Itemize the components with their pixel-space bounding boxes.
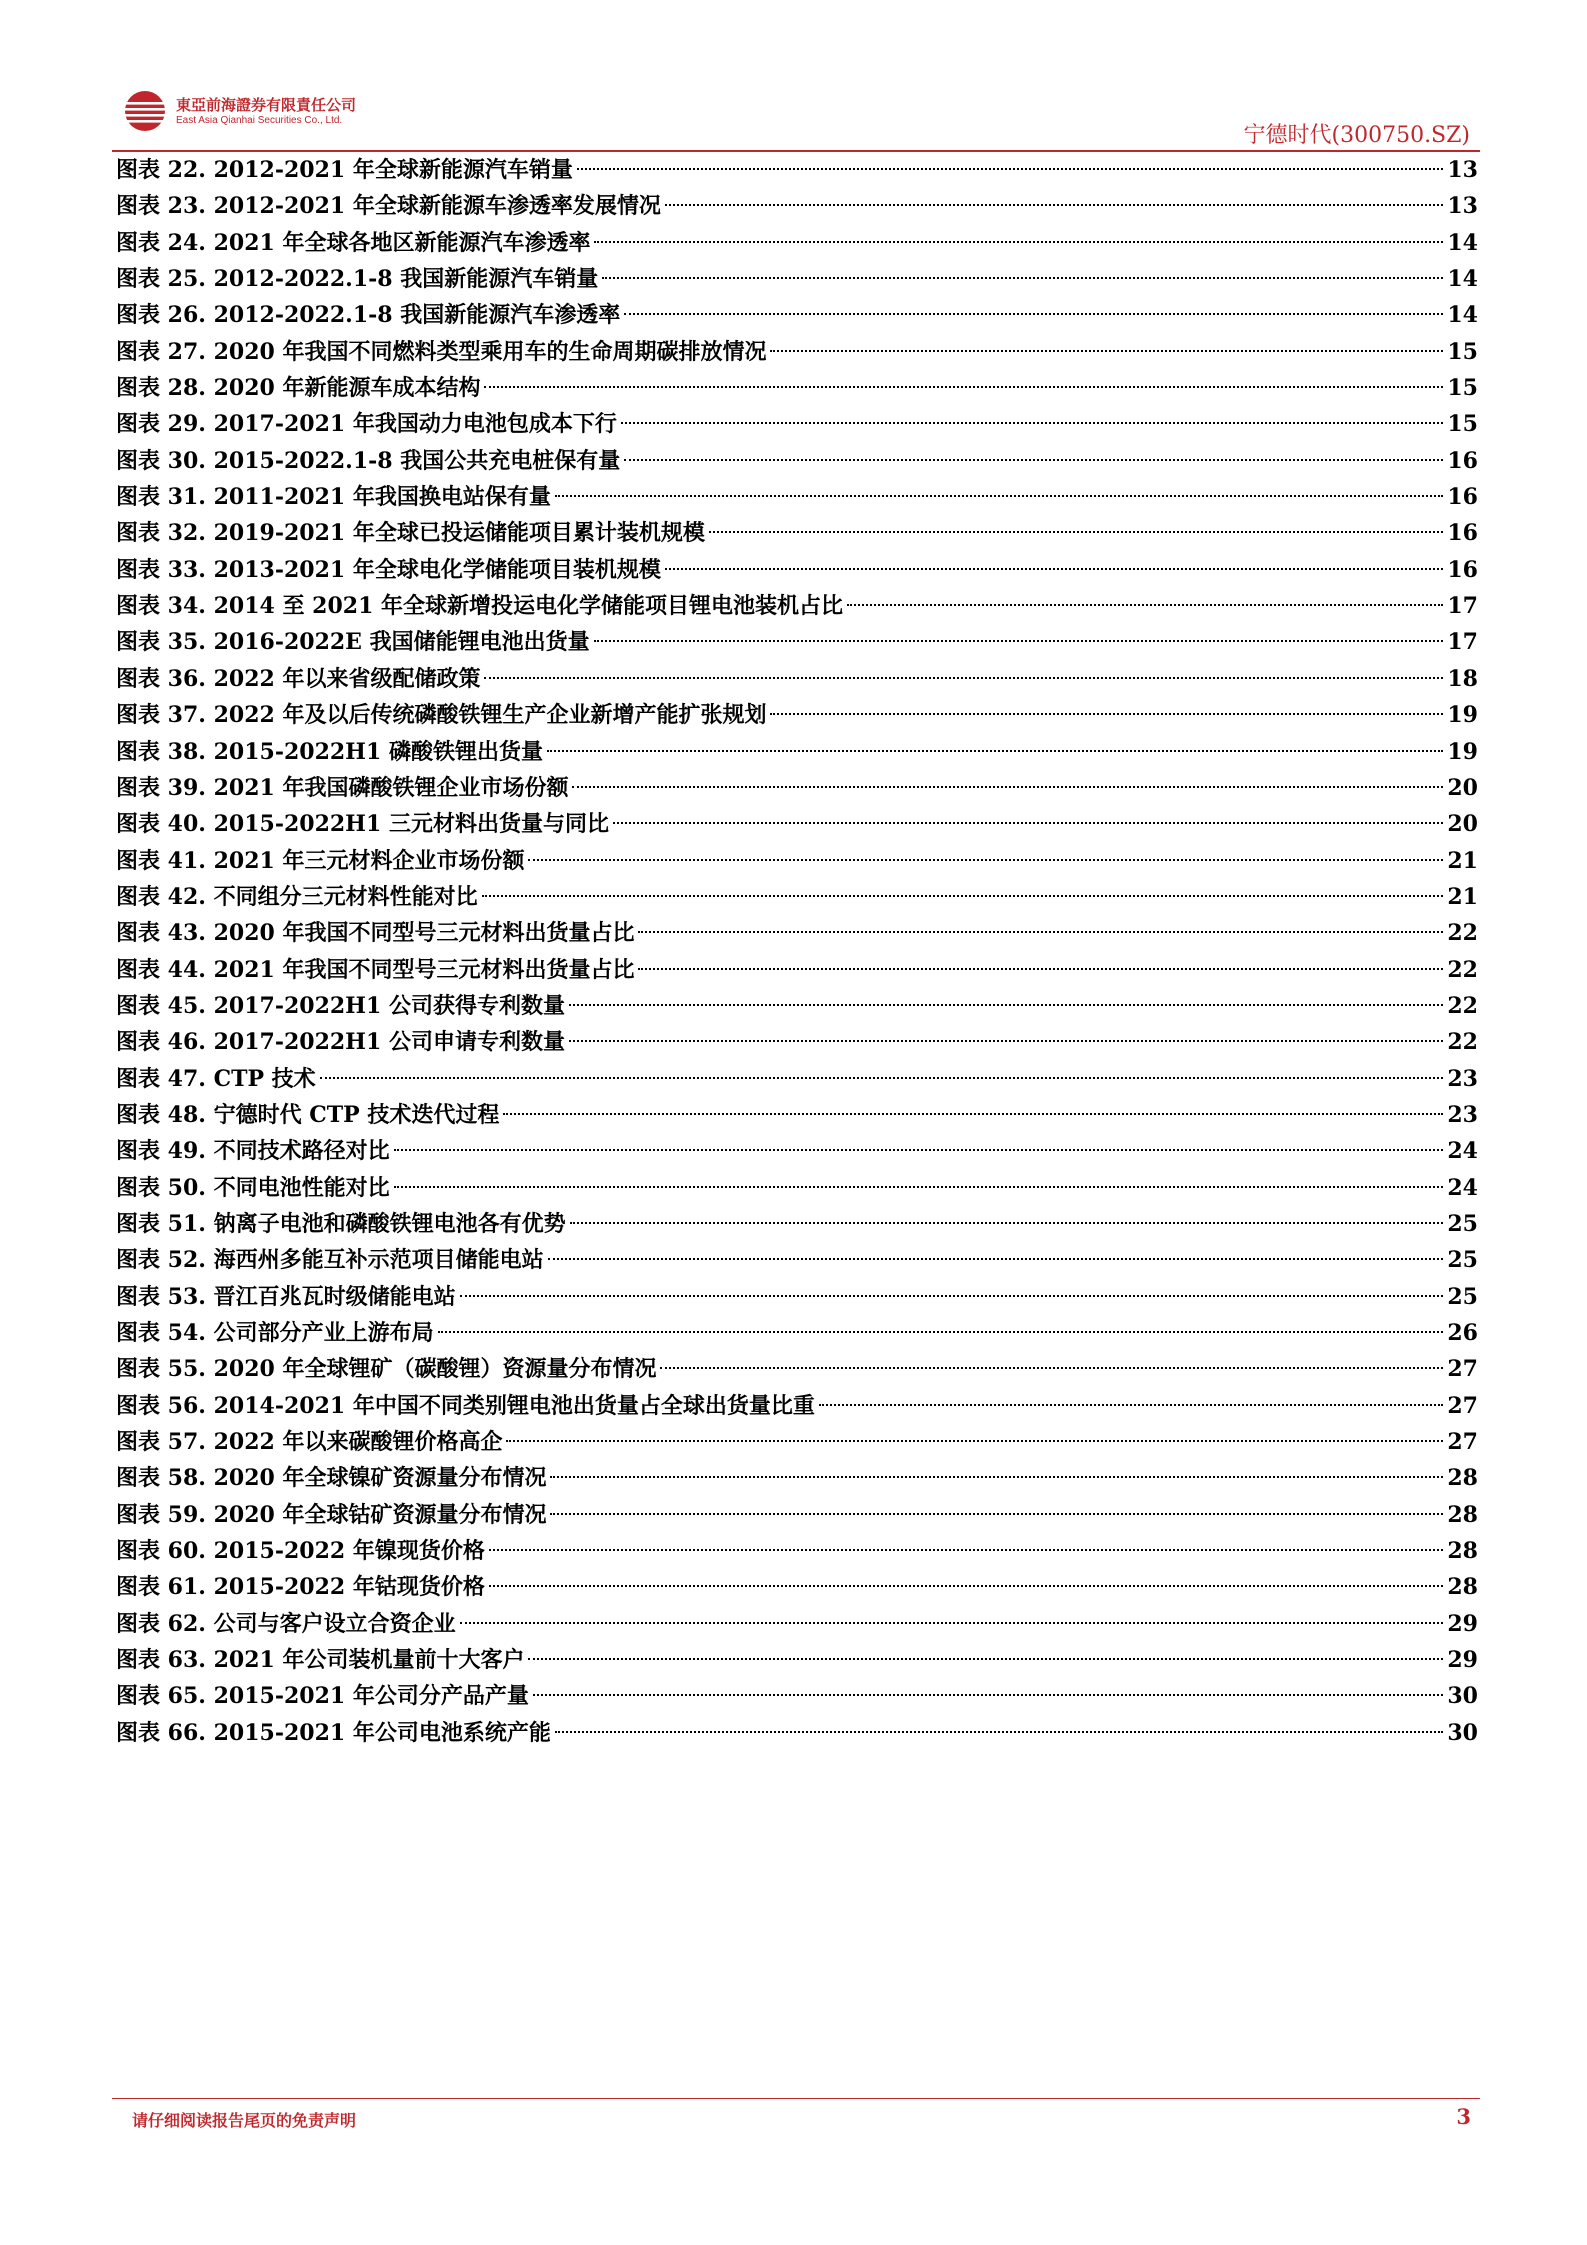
toc-entry[interactable]: [116, 479, 1478, 515]
toc-entry-page: 29: [1447, 1647, 1478, 1674]
toc-entry-title: 图表 56. 2014-2021 年中国不同类别锂电池出货量占全球出货量比重: [116, 1392, 815, 1419]
toc-dot-leader: [547, 750, 1443, 752]
toc-entry[interactable]: [116, 1351, 1478, 1387]
toc-entry-title: 图表 50. 不同电池性能对比: [116, 1174, 390, 1201]
toc-dot-leader: [569, 1004, 1443, 1006]
toc-entry-title: 图表 51. 钠离子电池和磷酸铁锂电池各有优势: [116, 1210, 566, 1237]
toc-dot-leader: [489, 1549, 1444, 1551]
toc-entry-title: 图表 48. 宁德时代 CTP 技术迭代过程: [116, 1101, 500, 1128]
toc-entry-title: 图表 52. 海西州多能互补示范项目储能电站: [116, 1247, 544, 1274]
toc-entry-page: 13: [1447, 157, 1478, 183]
toc-entry-title: 图表 44. 2021 年我国不同型号三元材料出货量占比: [116, 956, 635, 983]
toc-dot-leader: [394, 1186, 1444, 1188]
toc-entry-title: 图表 65. 2015-2021 年公司分产品产量: [116, 1683, 529, 1710]
toc-entry-title: 图表 43. 2020 年我国不同型号三元材料出货量占比: [116, 920, 635, 947]
toc-entry-page: 21: [1447, 883, 1478, 910]
toc-dot-leader: [484, 386, 1443, 388]
toc-dot-leader: [528, 1658, 1443, 1660]
toc-entry-title: 图表 63. 2021 年公司装机量前十大客户: [116, 1647, 525, 1674]
toc-dot-leader: [533, 1694, 1444, 1696]
toc-dot-leader: [665, 204, 1444, 206]
toc-dot-leader: [709, 531, 1444, 533]
toc-entry-title: 图表 38. 2015-2022H1 磷酸铁锂出货量: [116, 738, 543, 765]
toc-entry-title: 图表 39. 2021 年我国磷酸铁锂企业市场份额: [116, 774, 569, 801]
toc-entry-page: 17: [1447, 593, 1478, 620]
toc-dot-leader: [503, 1113, 1443, 1115]
toc-entry[interactable]: [116, 225, 1478, 261]
toc-entry[interactable]: [116, 1170, 1478, 1206]
toc-dot-leader: [770, 350, 1443, 352]
toc-dot-leader: [460, 1622, 1444, 1624]
toc-entry[interactable]: [116, 1315, 1478, 1351]
toc-entry-page: 22: [1447, 956, 1478, 983]
toc-entry[interactable]: [116, 1460, 1478, 1496]
toc-entry-page: 14: [1447, 302, 1478, 329]
toc-entry-title: 图表 23. 2012-2021 年全球新能源车渗透率发展情况: [116, 193, 661, 220]
toc-entry-title: 图表 34. 2014 至 2021 年全球新增投运电化学储能项目锂电池装机占比: [116, 593, 844, 620]
page-header: [112, 88, 1480, 152]
toc-entry-page: 21: [1447, 847, 1478, 874]
toc-entry-title: 图表 60. 2015-2022 年镍现货价格: [116, 1538, 485, 1565]
toc-entry[interactable]: [116, 515, 1478, 551]
toc-entry[interactable]: [116, 1388, 1478, 1424]
toc-dot-leader: [624, 459, 1443, 461]
toc-entry[interactable]: [116, 661, 1478, 697]
company-logo-icon: [122, 88, 168, 134]
toc-entry-page: 16: [1447, 556, 1478, 583]
toc-entry-title: 图表 47. CTP 技术: [116, 1065, 316, 1092]
figure-index-list: [116, 152, 1478, 1751]
toc-entry[interactable]: [116, 1642, 1478, 1678]
toc-entry[interactable]: [116, 770, 1478, 806]
page-number: 3: [1456, 2104, 1471, 2129]
toc-entry-title: 图表 40. 2015-2022H1 三元材料出货量与同比: [116, 811, 609, 838]
toc-entry[interactable]: [116, 152, 1478, 188]
toc-entry[interactable]: [116, 1569, 1478, 1605]
toc-entry[interactable]: [116, 297, 1478, 333]
toc-entry-title: 图表 59. 2020 年全球钴矿资源量分布情况: [116, 1501, 547, 1528]
company-name-cn: 東亞前海證券有限責任公司: [176, 96, 357, 114]
toc-entry-page: 17: [1447, 629, 1478, 656]
toc-dot-leader: [394, 1149, 1444, 1151]
toc-entry-page: 28: [1447, 1465, 1478, 1492]
toc-entry-title: 图表 25. 2012-2022.1-8 我国新能源汽车销量: [116, 266, 599, 293]
toc-entry-title: 图表 45. 2017-2022H1 公司获得专利数量: [116, 992, 565, 1019]
toc-entry-title: 图表 37. 2022 年及以后传统磷酸铁锂生产企业新增产能扩张规划: [116, 702, 767, 729]
toc-entry-page: 25: [1447, 1283, 1478, 1310]
toc-entry-page: 18: [1447, 665, 1478, 692]
toc-entry-title: 图表 46. 2017-2022H1 公司申请专利数量: [116, 1029, 565, 1056]
toc-entry-title: 图表 28. 2020 年新能源车成本结构: [116, 375, 481, 402]
toc-dot-leader: [638, 968, 1443, 970]
toc-dot-leader: [482, 895, 1444, 897]
toc-entry[interactable]: [116, 697, 1478, 733]
toc-dot-leader: [438, 1331, 1444, 1333]
toc-entry-title: 图表 55. 2020 年全球锂矿（碳酸锂）资源量分布情况: [116, 1356, 657, 1383]
toc-entry-title: 图表 53. 晋江百兆瓦时级储能电站: [116, 1283, 456, 1310]
toc-entry-title: 图表 31. 2011-2021 年我国换电站保有量: [116, 484, 551, 511]
toc-dot-leader: [484, 677, 1443, 679]
toc-entry[interactable]: [116, 406, 1478, 442]
toc-entry-page: 25: [1447, 1210, 1478, 1237]
toc-entry-page: 15: [1447, 375, 1478, 402]
toc-dot-leader: [489, 1585, 1444, 1587]
toc-entry-title: 图表 49. 不同技术路径对比: [116, 1138, 390, 1165]
toc-entry-title: 图表 58. 2020 年全球镍矿资源量分布情况: [116, 1465, 547, 1492]
toc-entry[interactable]: [116, 261, 1478, 297]
toc-entry-title: 图表 24. 2021 年全球各地区新能源汽车渗透率: [116, 229, 591, 256]
toc-entry-page: 30: [1447, 1719, 1478, 1746]
toc-entry[interactable]: [116, 915, 1478, 951]
toc-entry[interactable]: [116, 588, 1478, 624]
toc-dot-leader: [569, 1040, 1443, 1042]
disclaimer-note: 请仔细阅读报告尾页的免责声明: [132, 2111, 357, 2130]
toc-entry-title: 图表 32. 2019-2021 年全球已投运储能项目累计装机规模: [116, 520, 705, 547]
toc-dot-leader: [550, 1476, 1443, 1478]
toc-entry-page: 28: [1447, 1574, 1478, 1601]
toc-entry-title: 图表 22. 2012-2021 年全球新能源汽车销量: [116, 157, 573, 183]
toc-dot-leader: [555, 495, 1444, 497]
toc-dot-leader: [665, 568, 1444, 570]
toc-dot-leader: [577, 168, 1444, 170]
toc-entry-page: 28: [1447, 1501, 1478, 1528]
toc-dot-leader: [570, 1222, 1444, 1224]
toc-entry-title: 图表 57. 2022 年以来碳酸锂价格高企: [116, 1429, 503, 1456]
toc-entry[interactable]: [116, 1061, 1478, 1097]
toc-entry-page: 28: [1447, 1538, 1478, 1565]
toc-entry[interactable]: [116, 952, 1478, 988]
toc-entry-page: 27: [1447, 1356, 1478, 1383]
toc-dot-leader: [594, 640, 1444, 642]
toc-dot-leader: [555, 1731, 1444, 1733]
toc-dot-leader: [624, 313, 1443, 315]
toc-entry[interactable]: [116, 1606, 1478, 1642]
toc-entry-page: 29: [1447, 1610, 1478, 1637]
toc-entry-page: 24: [1447, 1174, 1478, 1201]
toc-entry[interactable]: [116, 1497, 1478, 1533]
toc-entry-page: 25: [1447, 1247, 1478, 1274]
toc-entry[interactable]: [116, 988, 1478, 1024]
toc-dot-leader: [847, 604, 1443, 606]
toc-entry[interactable]: [116, 1424, 1478, 1460]
toc-dot-leader: [819, 1404, 1444, 1406]
toc-entry-page: 14: [1447, 266, 1478, 293]
toc-entry-title: 图表 61. 2015-2022 年钴现货价格: [116, 1574, 485, 1601]
toc-entry[interactable]: [116, 1097, 1478, 1133]
toc-dot-leader: [550, 1513, 1443, 1515]
toc-entry[interactable]: [116, 1715, 1478, 1751]
toc-dot-leader: [594, 241, 1443, 243]
toc-entry-page: 26: [1447, 1320, 1478, 1346]
toc-entry-page: 15: [1447, 338, 1478, 365]
toc-entry-title: 图表 54. 公司部分产业上游布局: [116, 1320, 434, 1346]
toc-entry-title: 图表 35. 2016-2022E 我国储能锂电池出货量: [116, 629, 590, 656]
toc-entry-page: 16: [1447, 447, 1478, 474]
toc-entry[interactable]: [116, 1206, 1478, 1242]
toc-entry[interactable]: [116, 443, 1478, 479]
toc-entry[interactable]: [116, 879, 1478, 915]
toc-entry[interactable]: [116, 843, 1478, 879]
toc-entry[interactable]: [116, 188, 1478, 224]
toc-dot-leader: [660, 1367, 1443, 1369]
toc-entry-page: 23: [1447, 1101, 1478, 1128]
toc-entry[interactable]: [116, 1678, 1478, 1714]
toc-dot-leader: [506, 1440, 1443, 1442]
toc-entry-title: 图表 27. 2020 年我国不同燃料类型乘用车的生命周期碳排放情况: [116, 338, 767, 365]
toc-entry[interactable]: [116, 370, 1478, 406]
company-name-en: East Asia Qianhai Securities Co., Ltd.: [176, 115, 343, 126]
toc-entry-page: 19: [1447, 702, 1478, 729]
toc-dot-leader: [572, 786, 1443, 788]
toc-entry-page: 19: [1447, 738, 1478, 765]
toc-entry-title: 图表 36. 2022 年以来省级配储政策: [116, 665, 481, 692]
toc-entry-page: 20: [1447, 774, 1478, 801]
toc-entry-page: 27: [1447, 1429, 1478, 1456]
toc-entry-page: 20: [1447, 811, 1478, 838]
toc-entry[interactable]: [116, 734, 1478, 770]
toc-dot-leader: [770, 713, 1443, 715]
toc-entry-page: 22: [1447, 920, 1478, 947]
toc-entry-page: 22: [1447, 992, 1478, 1019]
toc-entry-page: 30: [1447, 1683, 1478, 1710]
toc-entry[interactable]: [116, 334, 1478, 370]
toc-entry-page: 16: [1447, 484, 1478, 511]
toc-dot-leader: [602, 277, 1443, 279]
toc-dot-leader: [460, 1295, 1444, 1297]
toc-entry-page: 23: [1447, 1065, 1478, 1092]
toc-entry-title: 图表 66. 2015-2021 年公司电池系统产能: [116, 1719, 551, 1746]
toc-entry-title: 图表 33. 2013-2021 年全球电化学储能项目装机规模: [116, 556, 661, 583]
toc-entry-title: 图表 41. 2021 年三元材料企业市场份额: [116, 847, 525, 874]
toc-entry-title: 图表 26. 2012-2022.1-8 我国新能源汽车渗透率: [116, 302, 621, 329]
toc-entry-title: 图表 42. 不同组分三元材料性能对比: [116, 883, 478, 910]
toc-entry-page: 16: [1447, 520, 1478, 547]
toc-dot-leader: [548, 1258, 1444, 1260]
toc-entry[interactable]: [116, 1533, 1478, 1569]
toc-dot-leader: [528, 859, 1443, 861]
toc-entry-title: 图表 30. 2015-2022.1-8 我国公共充电桩保有量: [116, 447, 621, 474]
toc-entry-page: 22: [1447, 1029, 1478, 1056]
toc-entry-page: 14: [1447, 229, 1478, 256]
footer-divider: [112, 2098, 1480, 2099]
toc-dot-leader: [613, 822, 1443, 824]
toc-entry[interactable]: [116, 552, 1478, 588]
toc-entry-page: 13: [1447, 193, 1478, 220]
toc-dot-leader: [320, 1077, 1444, 1079]
toc-entry[interactable]: [116, 806, 1478, 842]
toc-entry-page: 24: [1447, 1138, 1478, 1165]
toc-entry[interactable]: [116, 624, 1478, 660]
toc-entry[interactable]: [116, 1024, 1478, 1060]
toc-entry[interactable]: [116, 1279, 1478, 1315]
toc-entry-page: 15: [1447, 411, 1478, 438]
toc-entry[interactable]: [116, 1133, 1478, 1169]
stock-label: 宁德时代(300750.SZ): [1243, 123, 1470, 148]
toc-entry-title: 图表 29. 2017-2021 年我国动力电池包成本下行: [116, 411, 617, 438]
toc-dot-leader: [621, 422, 1444, 424]
toc-entry-title: 图表 62. 公司与客户设立合资企业: [116, 1610, 456, 1637]
toc-entry[interactable]: [116, 1242, 1478, 1278]
toc-entry-page: 27: [1447, 1392, 1478, 1419]
toc-dot-leader: [638, 931, 1443, 933]
